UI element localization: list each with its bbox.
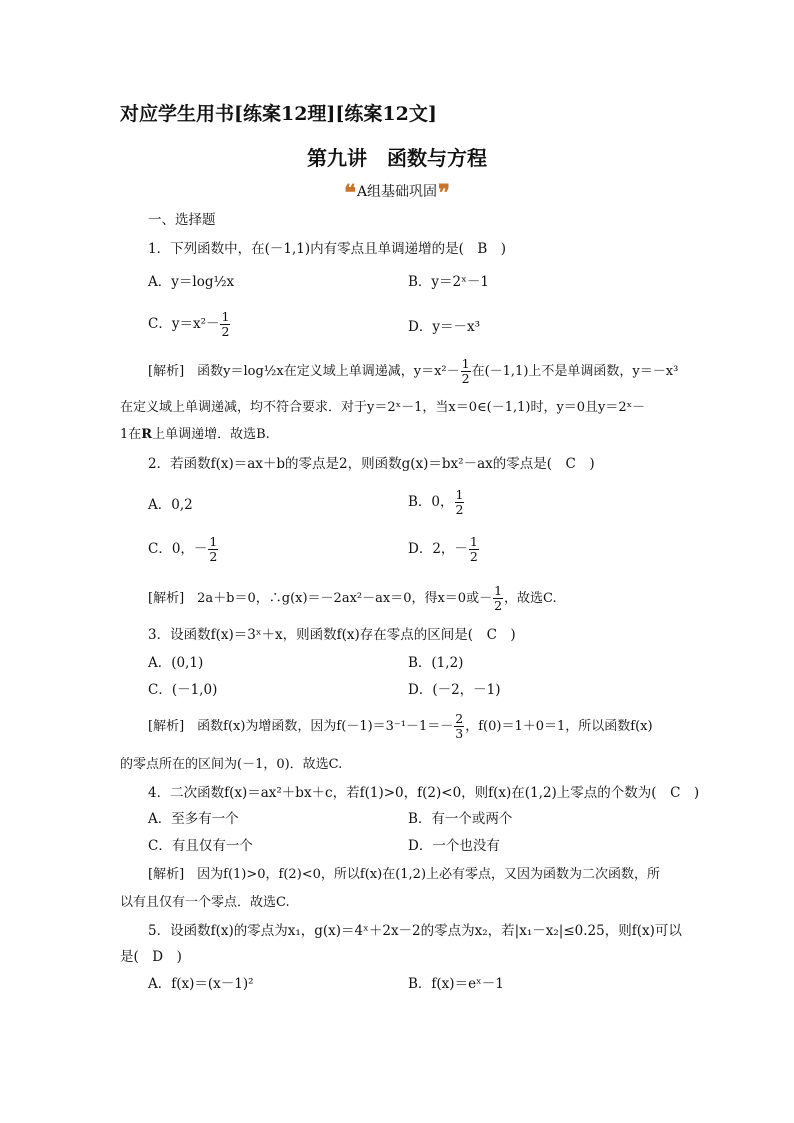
close-quote-icon: ❞ [438,180,450,206]
q4-explanation-line1: [解析] 因为f(1)>0，f(2)<0，所以f(x)在(1,2)上必有零点，又因为函数为二次函数，所 [148,867,661,882]
q1-explanation-line3: 1在R上单调递增．故选B. [120,427,270,442]
q1-option-d: D．y＝－x³ [408,319,480,335]
header-reference: 对应学生用书[练案12理][练案12文] [120,103,437,125]
q2-option-c: C．0，－ $\frac{1}{2}$ [148,534,218,564]
q2-stem: 2．若函数f(x)＝ax＋b的零点是2，则函数g(x)＝bx²－ax的零点是( C ) [148,456,595,472]
q3-explanation-line1: [解析] 函数f(x)为增函数，因为f(－1)＝3⁻¹－1＝－ $\frac{2}{3}$ ，f(0)＝1＋0＝1，所以函数f(x) [148,711,653,741]
fraction: $\frac{1}{2}$ [469,534,478,564]
page-title: 第九讲 函数与方程 [307,146,487,170]
q4-option-d: D．一个也没有 [408,838,500,854]
q1-option-c-text: C．y＝x²－ [148,316,220,332]
q3-option-a: A．(0,1) [148,655,204,671]
q5-option-a: A．f(x)＝(x－1)² [148,976,254,992]
q2-explanation: [解析] 2a＋b＝0，∴g(x)＝－2ax²－ax＝0，得x＝0或－ $\frac{1}{2}$ ，故选C. [148,583,557,613]
q1-option-b: B．y＝2ˣ－1 [408,274,489,290]
fraction: $\frac{1}{2}$ [221,309,230,339]
q3-option-d: D．(－2，－1) [408,682,501,698]
q2-option-b: B．0， $\frac{1}{2}$ [408,487,464,517]
q1-option-a: A．y＝log½x [148,274,235,290]
fraction: $\frac{1}{2}$ [461,356,470,386]
fraction: $\frac{2}{3}$ [455,711,464,741]
q1-explanation-line1: [解析] 函数y＝log½x在定义域上单调递减，y＝x²－ $\frac{1}{2}$ 在(－1,1)上不是单调函数，y＝－x³ [148,356,679,386]
q2-option-d: D．2，－ $\frac{1}{2}$ [408,534,478,564]
section-heading: 一、选择题 [148,212,216,228]
q4-option-a: A．至多有一个 [148,811,239,827]
q3-stem: 3．设函数f(x)＝3ˣ＋x，则函数f(x)存在零点的区间是( C ) [148,627,516,643]
group-heading [0,180,794,206]
q1-stem: 1．下列函数中，在(－1,1)内有零点且单调递增的是( B ) [148,241,507,257]
q4-explanation-line2: 以有且仅有一个零点．故选C. [120,895,290,910]
q3-option-c: C．(－1,0) [148,682,218,698]
q5-option-b: B．f(x)＝eˣ－1 [408,976,504,992]
fraction: $\frac{1}{2}$ [494,583,503,613]
q1-option-c [148,310,231,339]
q4-option-b: B．有一个或两个 [408,811,513,827]
fraction: $\frac{1}{2}$ [209,534,218,564]
q1-explanation-line2: 在定义域上单调递减，均不符合要求．对于y＝2ˣ－1，当x＝0∈(－1,1)时，y＝0且y＝2ˣ－ [120,400,646,415]
group-label: A组基础巩固 [356,184,438,200]
q4-option-c: C．有且仅有一个 [148,838,253,854]
q3-explanation-line2: 的零点所在的区间为(－1，0)．故选C. [120,757,343,772]
q4-stem: 4．二次函数f(x)＝ax²＋bx＋c，若f(1)>0，f(2)<0，则f(x)在(1,2)上零点的个数为( C ) [148,785,700,801]
q3-option-b: B．(1,2) [408,655,464,671]
q2-option-a: A．0,2 [148,497,193,513]
q5-stem-line1: 5．设函数f(x)的零点为x₁，g(x)＝4ˣ＋2x－2的零点为x₂，若|x₁－x₂|≤0.25，则f(x)可以 [148,923,682,939]
fraction: $\frac{1}{2}$ [455,487,464,517]
q5-stem-line2: 是( D ) [120,949,182,965]
open-quote-icon: ❝ [344,180,356,206]
